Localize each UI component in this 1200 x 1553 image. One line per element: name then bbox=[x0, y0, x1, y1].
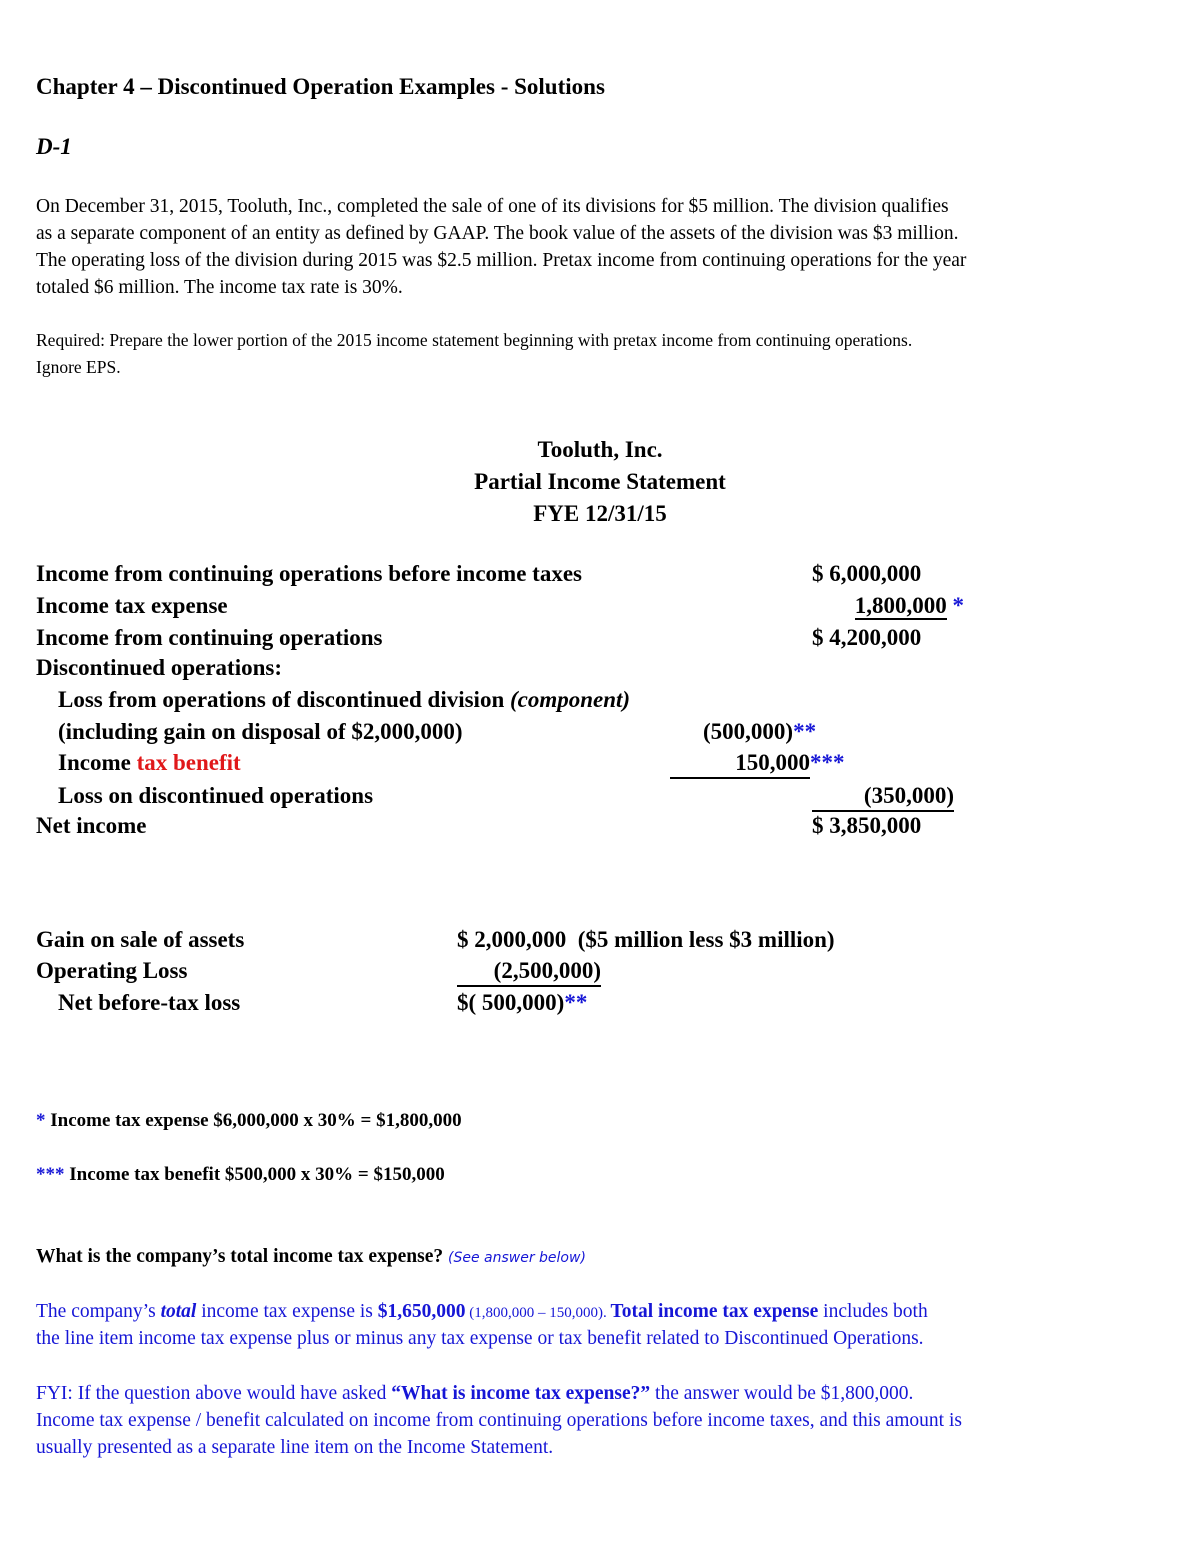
tax-benefit-underline bbox=[670, 777, 810, 779]
gain-amount-net-before-tax bbox=[457, 990, 587, 1016]
stmt-label-tax-benefit bbox=[58, 750, 241, 776]
answer-line-2: the line item income tax expense plus or minus any tax expense or tax benefit related to Discontinued Operations. bbox=[36, 1328, 924, 1349]
answer-amount: $1,650,000 bbox=[377, 1301, 466, 1322]
stmt-label-tax-expense: Income tax expense bbox=[36, 593, 228, 618]
question-text: What is the company’s total income tax expense? bbox=[36, 1246, 444, 1267]
fyi-f1: FYI: If the question above would have asked bbox=[36, 1383, 392, 1404]
net-before-tax-mark: ** bbox=[564, 990, 588, 1015]
footnote-2-mark: *** bbox=[36, 1164, 65, 1185]
gain-sale-note: ($5 million less $3 million) bbox=[577, 927, 835, 952]
footnote-1-mark: * bbox=[36, 1110, 46, 1131]
tax-benefit-text-a: Income bbox=[58, 750, 137, 775]
problem-line-3: The operating loss of the division during 2015 was $2.5 million. Pretax income from continuing operations for the year bbox=[36, 250, 967, 271]
stmt-label-loss-division bbox=[58, 687, 630, 713]
stmt-amount-tax-benefit bbox=[670, 750, 810, 776]
gain-label-operating-loss: Operating Loss bbox=[36, 958, 188, 983]
problem-line-4: totaled $6 million. The income tax rate is 30%. bbox=[36, 277, 403, 298]
stmt-label-including-gain: (including gain on disposal of $2,000,000) bbox=[58, 719, 463, 744]
loss-division-component: (component) bbox=[509, 687, 631, 712]
stmt-label-pretax: Income from continuing operations before income taxes bbox=[36, 561, 582, 586]
stmt-amount-cont-ops: $ 4,200,000 bbox=[812, 625, 922, 650]
stmt-label-net-income: Net income bbox=[36, 813, 147, 838]
answer-a3: income tax expense is bbox=[196, 1301, 378, 1322]
required-line-1: Required: Prepare the lower portion of the 2015 income statement beginning with pretax income from continuing operations. bbox=[36, 330, 913, 350]
problem-line-2: as a separate component of an entity as defined by GAAP. The book value of the assets of the division was $3 million. bbox=[36, 223, 959, 244]
problem-id: D-1 bbox=[36, 134, 72, 159]
answer-total-label: Total income tax expense bbox=[610, 1301, 819, 1322]
statement-period: FYE 12/31/15 bbox=[533, 501, 667, 526]
gain-label-net-before-tax: Net before-tax loss bbox=[58, 990, 241, 1015]
tax-expense-mark: * bbox=[946, 593, 964, 618]
answer-line-1 bbox=[36, 1298, 928, 1327]
fyi-line-2: Income tax expense / benefit calculated on income from continuing operations before income taxes, and this amount is bbox=[36, 1410, 962, 1431]
tax-benefit-mark: *** bbox=[810, 750, 845, 775]
net-before-tax-value: $( 500,000) bbox=[457, 990, 565, 1015]
answer-total: total bbox=[160, 1301, 197, 1322]
tax-benefit-value: 150,000 bbox=[735, 750, 810, 775]
stmt-label-loss-disc-ops: Loss on discontinued operations bbox=[58, 783, 374, 808]
loss-disc-underline bbox=[812, 810, 954, 812]
stmt-amount-loss-disc-ops: (350,000) bbox=[863, 783, 954, 808]
stmt-amount-tax-expense bbox=[812, 593, 964, 619]
answer-calc: (1,800,000 – 150,000). bbox=[465, 1305, 611, 1321]
gain-amount-operating-loss: (2,500,000) bbox=[493, 958, 601, 983]
loss-division-text: Loss from operations of discontinued division bbox=[58, 687, 505, 712]
stmt-label-disc-ops: Discontinued operations: bbox=[36, 655, 282, 680]
gain-amount-sale bbox=[457, 927, 835, 953]
question-hint: (See answer below) bbox=[448, 1250, 586, 1266]
required-line-2: Ignore EPS. bbox=[36, 357, 121, 377]
footnote-2-text: Income tax benefit $500,000 x 30% = $150,000 bbox=[64, 1164, 445, 1185]
disc-loss-value: (500,000) bbox=[703, 719, 794, 744]
statement-name: Partial Income Statement bbox=[474, 469, 726, 494]
chapter-title: Chapter 4 – Discontinued Operation Examples - Solutions bbox=[36, 74, 605, 99]
footnote-tax-expense bbox=[36, 1110, 462, 1132]
disc-loss-mark: ** bbox=[793, 719, 817, 744]
tax-expense-value: 1,800,000 bbox=[854, 593, 947, 618]
fyi-f3: the answer would be $1,800,000. bbox=[650, 1383, 914, 1404]
gain-label-sale: Gain on sale of assets bbox=[36, 927, 245, 952]
problem-line-1: On December 31, 2015, Tooluth, Inc., completed the sale of one of its divisions for $5 million. The division qualifies bbox=[36, 196, 949, 217]
stmt-amount-disc-loss bbox=[703, 719, 816, 745]
fyi-line-3: usually presented as a separate line item on the Income Statement. bbox=[36, 1437, 554, 1458]
stmt-label-cont-ops: Income from continuing operations bbox=[36, 625, 383, 650]
answer-a7: includes both bbox=[818, 1301, 928, 1322]
question bbox=[36, 1246, 586, 1268]
fyi-line-1 bbox=[36, 1380, 913, 1407]
stmt-amount-net-income: $ 3,850,000 bbox=[812, 813, 922, 838]
stmt-amount-pretax: $ 6,000,000 bbox=[812, 561, 922, 586]
gain-sale-value: $ 2,000,000 bbox=[457, 927, 567, 952]
operating-loss-underline bbox=[457, 985, 601, 987]
company-name: Tooluth, Inc. bbox=[537, 437, 663, 462]
fyi-question: “What is income tax expense?” bbox=[391, 1383, 651, 1404]
answer-a1: The company’s bbox=[36, 1301, 161, 1322]
footnote-tax-benefit bbox=[36, 1164, 445, 1186]
tax-benefit-text-b: tax benefit bbox=[136, 750, 241, 775]
footnote-1-text: Income tax expense $6,000,000 x 30% = $1,800,000 bbox=[45, 1110, 462, 1131]
